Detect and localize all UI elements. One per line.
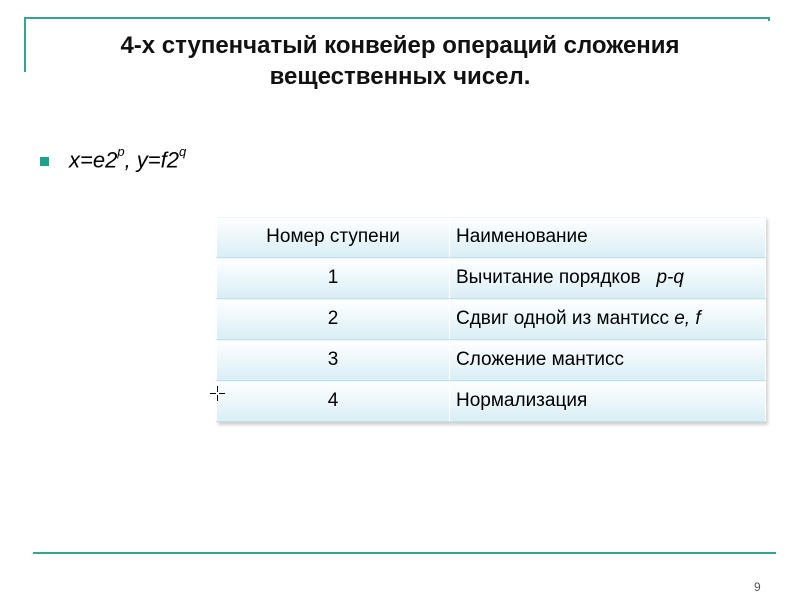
crosshair-cursor-icon xyxy=(210,386,225,401)
slide-frame-top-line xyxy=(24,17,770,19)
formula-y-base: y=f2 xyxy=(136,147,179,173)
table-header-row xyxy=(217,217,766,258)
stage-number-cell: 2 xyxy=(217,299,450,340)
slide-title-line2: вещественных чисел. xyxy=(269,63,531,90)
formula-y-exponent: q xyxy=(179,143,187,159)
table-row xyxy=(217,381,766,422)
formula-x-base: x=e2 xyxy=(69,147,118,173)
stage-name-text: Сложение мантисс xyxy=(456,349,625,370)
bullet-item xyxy=(40,145,186,175)
slide-frame-right-line xyxy=(768,17,770,21)
table-row xyxy=(217,258,766,299)
slide-title-line1: 4-х ступенчатый конвейер операций сложения xyxy=(120,32,680,59)
header-cell-name: Наименование xyxy=(450,217,766,258)
formula-separator: , xyxy=(124,147,137,173)
stage-variable-text: e, f xyxy=(674,308,701,329)
table-row xyxy=(217,340,766,381)
formula-text xyxy=(69,143,187,173)
page-number: 9 xyxy=(754,580,761,594)
stage-name-cell xyxy=(450,340,766,381)
slide-footer-line xyxy=(33,552,776,554)
header-cell-stage-number: Номер ступени xyxy=(217,217,450,258)
stage-name-text: Нормализация xyxy=(456,390,588,411)
slide-frame-left-line xyxy=(24,17,26,72)
stage-name-cell xyxy=(450,299,766,340)
pipeline-stages-table xyxy=(216,216,766,422)
stage-name-text: Вычитание порядков xyxy=(456,267,641,288)
stage-number-cell: 1 xyxy=(217,258,450,299)
stage-variable-text: p-q xyxy=(656,267,684,288)
bullet-square-icon xyxy=(40,157,49,166)
slide-title xyxy=(40,30,760,92)
stage-name-cell xyxy=(450,381,766,422)
formula-x-exponent: p xyxy=(117,143,125,159)
table-row xyxy=(217,299,766,340)
stage-name-cell xyxy=(450,258,766,299)
stage-number-cell: 4 xyxy=(217,381,450,422)
stage-number-cell: 3 xyxy=(217,340,450,381)
stage-name-text: Сдвиг одной из мантисс xyxy=(456,308,669,329)
